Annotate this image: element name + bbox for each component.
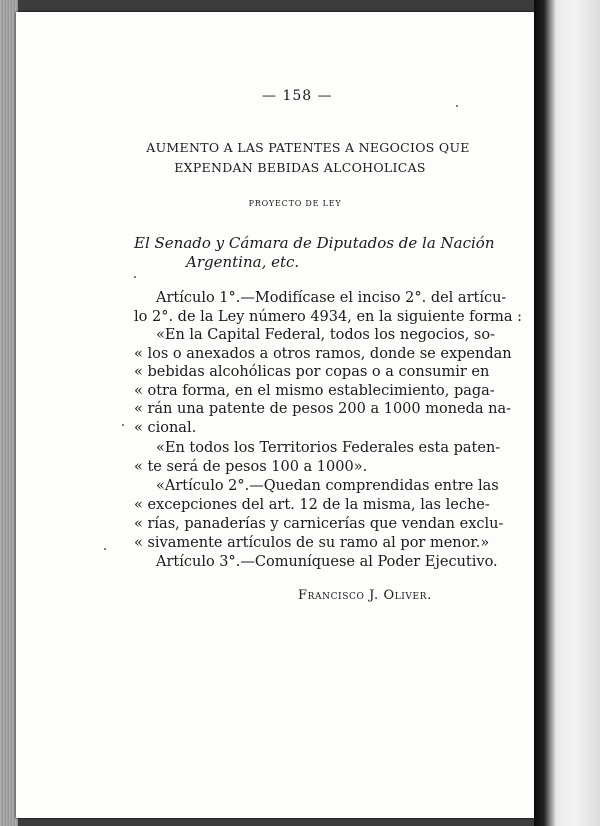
body-line: Artículo 1°.—Modifícase el inciso 2°. del artícu- (156, 290, 507, 306)
body-line: «En todos los Territorios Federales esta paten- (156, 440, 501, 456)
ink-speck (122, 424, 124, 426)
body-line: lo 2°. de la Ley número 4934, en la siguiente forma : (134, 309, 523, 325)
body-line: Artículo 3°.—Comuníquese al Poder Ejecutivo. (156, 554, 498, 570)
body-line: « rán una patente de pesos 200 a 1000 moneda na- (134, 401, 512, 417)
signature: Francisco J. Oliver. (298, 588, 432, 603)
body-line: « rías, panaderías y carnicerías que vendan exclu- (134, 516, 504, 532)
page-number: — 158 — (262, 88, 333, 104)
ink-speck (104, 548, 106, 550)
ink-speck (134, 276, 136, 278)
title-line-2: EXPENDAN BEBIDAS ALCOHOLICAS (174, 160, 426, 175)
body-line: « otra forma, en el mismo establecimiento, paga- (134, 383, 495, 399)
body-line: « sivamente artículos de su ramo al por menor.» (134, 535, 490, 551)
title-line-1: AUMENTO A LAS PATENTES A NEGOCIOS QUE (146, 140, 470, 155)
body-line: « bebidas alcohólicas por copas o a consumir en (134, 364, 490, 380)
body-line: « los o anexados a otros ramos, donde se expendan (134, 346, 512, 362)
ink-speck (456, 105, 458, 107)
body-line: «Artículo 2°.—Quedan comprendidas entre las (156, 478, 499, 494)
body-line: « excepciones del art. 12 de la misma, las leche- (134, 497, 490, 513)
section-subtitle: PROYECTO DE LEY (248, 199, 342, 208)
body-line: « cional. (134, 420, 197, 436)
body-line: « te será de pesos 100 a 1000». (134, 459, 368, 475)
intro-line-1: El Senado y Cámara de Diputados de la Nación (134, 234, 495, 252)
body-line: «En la Capital Federal, todos los negocios, so- (156, 327, 496, 343)
intro-line-2: Argentina, etc. (186, 253, 300, 271)
scan-right-edge (534, 0, 600, 826)
